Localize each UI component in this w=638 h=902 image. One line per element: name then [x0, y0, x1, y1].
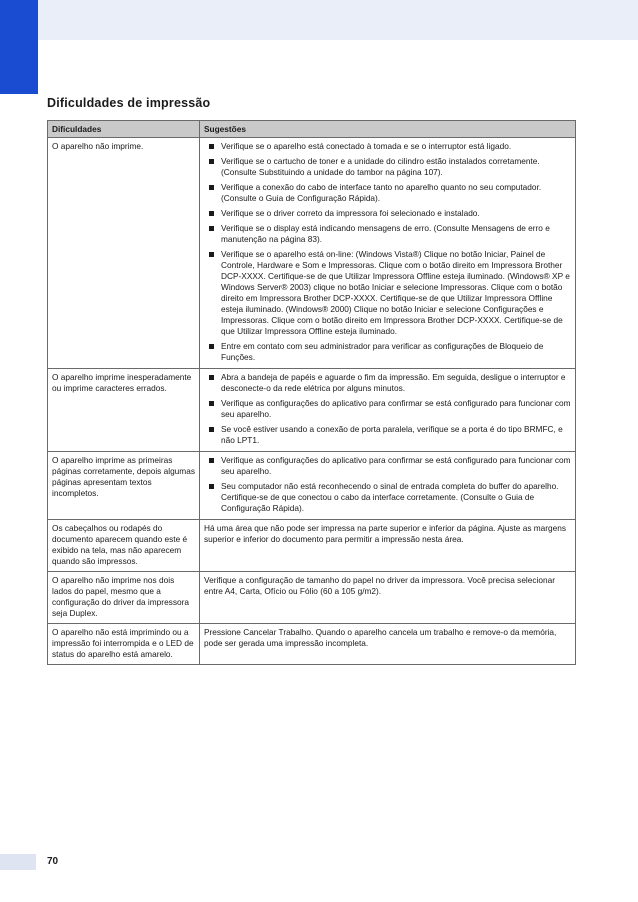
chapter-tab — [0, 0, 38, 94]
troubleshooting-table — [47, 120, 576, 665]
suggestion-text: Há uma área que não pode ser impressa na parte superior e inferior da página. Ajuste as margens superior e inferior do documento para permitir a impressão nesta área. — [204, 523, 567, 544]
suggestion-text: Abra a bandeja de papéis e aguarde o fim da impressão. Em seguida, desligue o interruptor e desconecte-o da rede elétrica por alguns minutos. — [221, 372, 566, 393]
suggestion-list — [204, 141, 571, 363]
suggestion-text: Verifique se o driver correto da impressora foi selecionado e instalado. — [221, 208, 480, 218]
suggestion-item — [204, 208, 571, 219]
table-row — [48, 572, 576, 624]
problem-cell: O aparelho imprime inesperadamente ou imprime caracteres errados. — [48, 369, 200, 452]
suggestion-text: Verifique a conexão do cabo de interface tanto no aparelho quanto no seu computador. (Consulte o Guia de Configuração Rápida). — [221, 182, 542, 203]
table-row — [48, 369, 576, 452]
suggestion-item — [204, 141, 571, 152]
suggestion-item — [204, 455, 571, 477]
suggestion-text: Verifique as configurações do aplicativo para confirmar se está configurado para funcionar com seu aparelho. — [221, 455, 571, 476]
column-header-suggestions: Sugestões — [200, 121, 576, 138]
square-bullet-icon — [209, 458, 214, 463]
suggestion-text: Verifique se o aparelho está conectado à tomada e se o interruptor está ligado. — [221, 141, 512, 151]
header-band — [0, 0, 638, 40]
square-bullet-icon — [209, 226, 214, 231]
square-bullet-icon — [209, 344, 214, 349]
page-title: Dificuldades de impressão — [47, 96, 211, 110]
suggestion-item — [204, 481, 571, 514]
suggestion-list — [204, 455, 571, 514]
table-row — [48, 452, 576, 520]
square-bullet-icon — [209, 252, 214, 257]
square-bullet-icon — [209, 159, 214, 164]
suggestion-item — [204, 223, 571, 245]
square-bullet-icon — [209, 427, 214, 432]
suggestion-text: Verifique se o display está indicando mensagens de erro. (Consulte Mensagens de erro e manutenção na página 83). — [221, 223, 550, 244]
suggestion-text: Verifique se o cartucho de toner e a unidade do cilindro estão instalados corretamente. (Consulte Substituindo a unidade do tambor na página 107). — [221, 156, 540, 177]
suggestion-item — [204, 372, 571, 394]
suggestion-cell — [200, 572, 576, 624]
suggestion-text: Verifique se o aparelho está on-line: (Windows Vista®) Clique no botão Iniciar, Painel de Controle, Hardware e Som e Impressoras. Clique com o botão direito em Impressora Brother DCP-XXXX. Certifique-se de que Utilizar Impressora Offline esteja iluminado. (Windows® XP e Windows Server® 2003) clique no botão Iniciar e selecione Impressoras. Clique com o botão direito em Impressora Brother DCP-XXXX. Certifique-se de que Utilizar Impressora Offline esteja iluminado. (Windows® 2000) Clique no botão Iniciar e selecione Configurações e Impressoras. Clique com o botão direito em Impressora Brother DCP-XXXX. Certifique-se de que Utilizar Impressora Offline esteja iluminado. — [221, 249, 570, 336]
table-row — [48, 138, 576, 369]
suggestion-cell — [200, 138, 576, 369]
problem-cell: O aparelho não imprime nos dois lados do papel, mesmo que a configuração do driver da impressora seja Duplex. — [48, 572, 200, 624]
suggestion-cell — [200, 452, 576, 520]
suggestion-text: Pressione Cancelar Trabalho. Quando o aparelho cancela um trabalho e remove-o da memória, pode ser gerada uma impressão incompleta. — [204, 627, 557, 648]
suggestion-text: Entre em contato com seu administrador para verificar as configurações de Bloqueio de Funções. — [221, 341, 544, 362]
column-header-difficulties: Dificuldades — [48, 121, 200, 138]
table-row — [48, 624, 576, 665]
suggestion-cell — [200, 369, 576, 452]
square-bullet-icon — [209, 211, 214, 216]
table-header-row — [48, 121, 576, 138]
suggestion-item — [204, 341, 571, 363]
suggestion-text: Verifique as configurações do aplicativo para confirmar se está configurado para funcionar com seu aparelho. — [221, 398, 571, 419]
problem-cell: Os cabeçalhos ou rodapés do documento aparecem quando este é exibido na tela, mas não aparecem quando são impressos. — [48, 520, 200, 572]
suggestion-text: Se você estiver usando a conexão de porta paralela, verifique se a porta é do tipo BRMFC, e não LPT1. — [221, 424, 563, 445]
suggestion-cell — [200, 624, 576, 665]
suggestion-text: Verifique a configuração de tamanho do papel no driver da impressora. Você precisa selecionar entre A4, Carta, Ofício ou Fólio (60 a 105 g/m2). — [204, 575, 555, 596]
square-bullet-icon — [209, 144, 214, 149]
suggestion-item — [204, 249, 571, 337]
square-bullet-icon — [209, 401, 214, 406]
square-bullet-icon — [209, 484, 214, 489]
problem-cell: O aparelho não imprime. — [48, 138, 200, 369]
square-bullet-icon — [209, 185, 214, 190]
suggestion-text: Seu computador não está reconhecendo o sinal de entrada completa do buffer do aparelho. Certifique-se de que conectou o cabo da interface corretamente. (Consulte o Guia de Configuração Rápida). — [221, 481, 559, 513]
footer-band — [0, 854, 36, 870]
suggestion-item — [204, 398, 571, 420]
problem-cell: O aparelho imprime as primeiras páginas corretamente, depois algumas páginas apresentam textos incompletos. — [48, 452, 200, 520]
suggestion-item — [204, 182, 571, 204]
problem-cell: O aparelho não está imprimindo ou a impressão foi interrompida e o LED de status do aparelho está amarelo. — [48, 624, 200, 665]
suggestion-cell — [200, 520, 576, 572]
page-number: 70 — [47, 856, 59, 867]
table-row — [48, 520, 576, 572]
square-bullet-icon — [209, 375, 214, 380]
suggestion-item — [204, 156, 571, 178]
suggestion-item — [204, 424, 571, 446]
suggestion-list — [204, 372, 571, 446]
